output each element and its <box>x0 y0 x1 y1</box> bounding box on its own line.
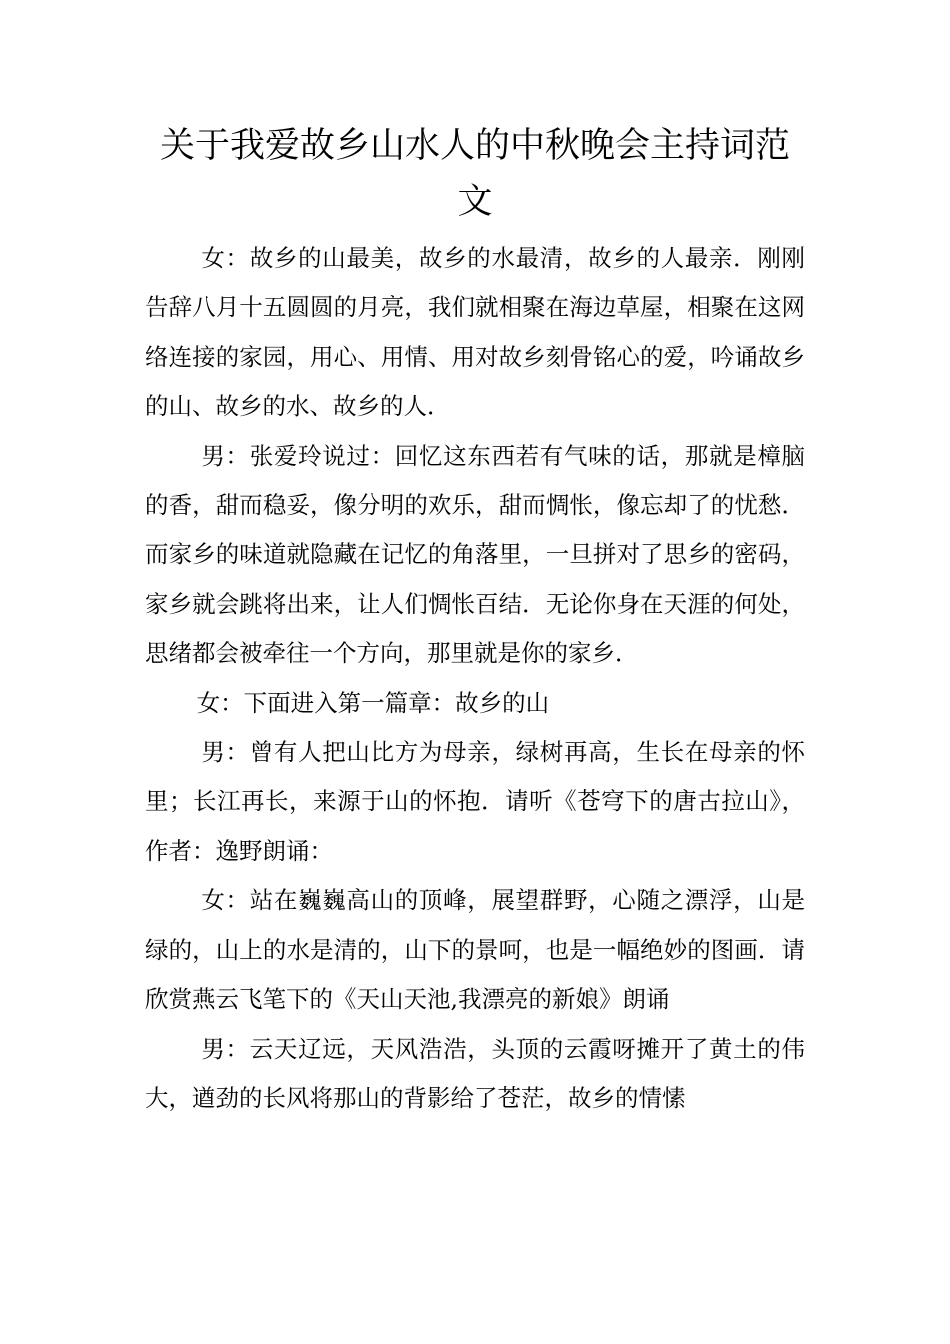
paragraph-2: 男：张爱玲说过：回忆这东西若有气味的话，那就是樟脑的香，甜而稳妥，像分明的欢乐，甜而惆怅，像忘却了的忧愁．而家乡的味道就隐藏在记忆的角落里，一旦拼对了思乡的密码，家乡就会跳将出来，让人们惆怅百结．无论你身在天涯的何处，思绪都会被牵往一个方向，那里就是你的家乡． <box>145 441 805 668</box>
paragraph-1: 女：故乡的山最美，故乡的水最清，故乡的人最亲．刚刚告辞八月十五圆圆的月亮，我们就相聚在海边草屋，相聚在这网络连接的家园，用心、用情、用对故乡刻骨铭心的爱，吟诵故乡的山、故乡的水、故乡的人． <box>145 244 805 421</box>
document-body <box>145 234 805 1123</box>
paragraph-4: 男：曾有人把山比方为母亲，绿树再高，生长在母亲的怀里；长江再长，来源于山的怀抱．请听《苍穹下的唐古拉山》，作者：逸野朗诵： <box>145 738 805 865</box>
paragraph-3: 女：下面进入第一篇章：故乡的山 <box>196 688 550 717</box>
paragraph-5: 女：站在巍巍高山的顶峰，展望群野，心随之漂浮，山是绿的，山上的水是清的，山下的景呵，也是一幅绝妙的图画．请欣赏燕云飞笔下的《天山天池,我漂亮的新娘》朗诵 <box>145 886 805 1014</box>
document-title: 关于我爱故乡山水人的中秋晚会主持词范文 <box>159 126 790 222</box>
paragraph-6: 男：云天辽远，天风浩浩，头顶的云霞呀摊开了黄土的伟大，遒劲的长风将那山的背影给了苍茫，故乡的情愫 <box>145 1034 805 1112</box>
document-page <box>145 118 805 1123</box>
